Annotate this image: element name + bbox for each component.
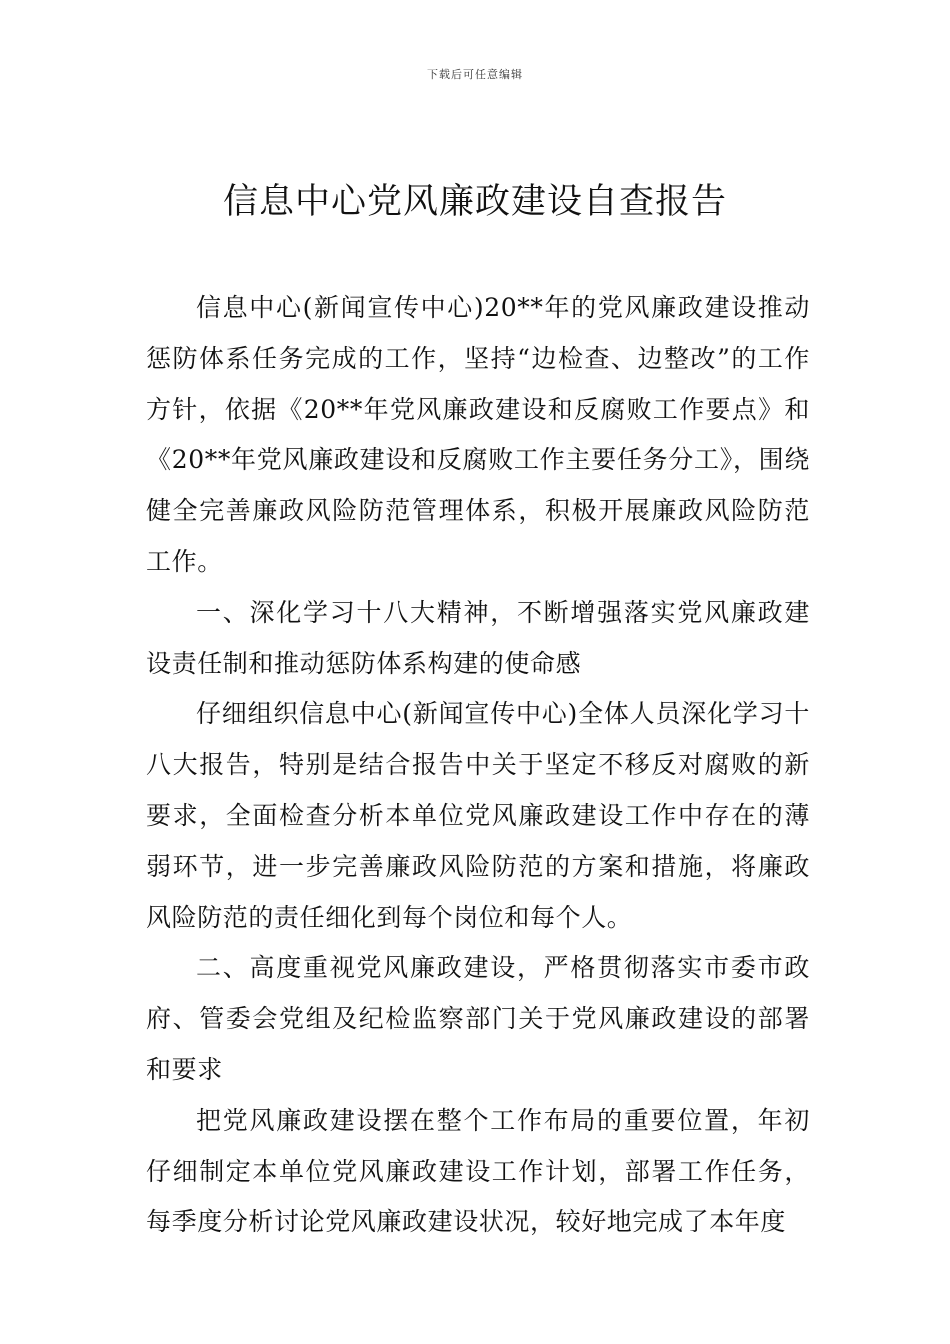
paragraph-section-2: 把党风廉政建设摆在整个工作布局的重要位置，年初仔细制定本单位党风廉政建设工作计划，部署工作任务，每季度分析讨论党风廉政建设状况，较好地完成了本年度 <box>146 1105 810 1237</box>
paragraph-intro: 信息中心(新闻宣传中心)20**年的党风廉政建设推动惩防体系任务完成的工作，坚持“边检查、边整改”的工作方针，依据《20**年党风廉政建设和反腐败工作要点》和《20**年党风廉政建设和反腐败工作主要任务分工》，围绕健全完善廉政风险防范管理体系，积极开展廉政风险防范工作。 <box>146 293 810 576</box>
header-note: 下载后可任意编辑 <box>427 68 523 81</box>
document-title: 信息中心党风廉政建设自查报告 <box>222 182 727 222</box>
section-heading-1: 一、深化学习十八大精神，不断增强落实党风廉政建设责任制和推动惩防体系构建的使命感 <box>146 597 810 678</box>
section-heading-2: 二、高度重视党风廉政建设，严格贯彻落实市委市政府、管委会党组及纪检监察部门关于党风廉政建设的部署和要求 <box>146 953 810 1084</box>
document-body <box>146 283 810 1248</box>
paragraph-section-1: 仔细组织信息中心(新闻宣传中心)全体人员深化学习十八大报告，特别是结合报告中关于坚定不移反对腐败的新要求，全面检查分析本单位党风廉政建设工作中存在的薄弱环节，进一步完善廉政风险防范的方案和措施，将廉政风险防范的责任细化到每个岗位和每个人。 <box>146 699 810 932</box>
